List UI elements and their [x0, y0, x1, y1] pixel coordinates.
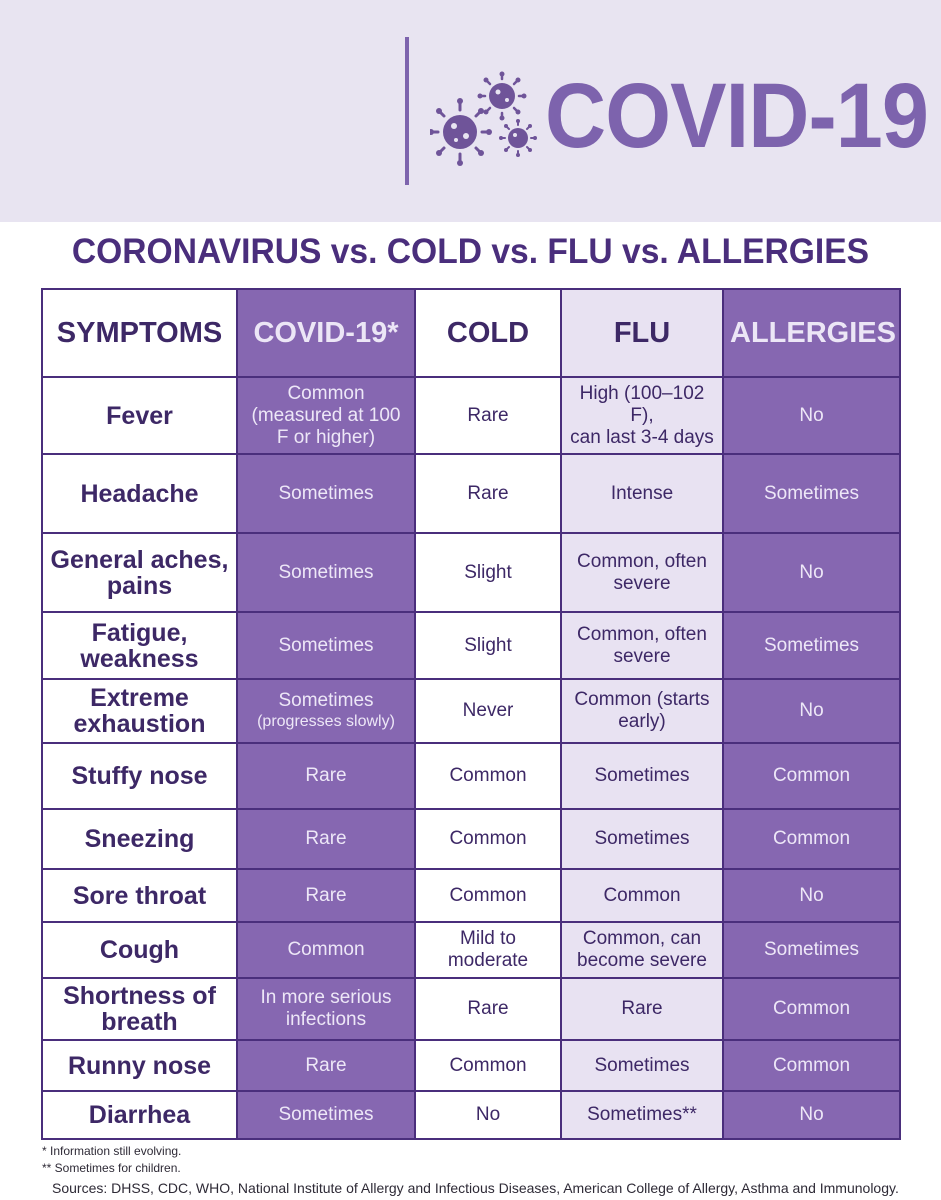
flu-cell: Sometimes — [561, 809, 723, 869]
header-symptoms: SYMPTOMS — [42, 289, 237, 377]
covid-cell — [237, 679, 415, 743]
table-row — [42, 377, 900, 454]
table-row — [42, 978, 900, 1040]
symptom-cell: Diarrhea — [42, 1091, 237, 1139]
symptom-cell: Fever — [42, 377, 237, 454]
covid-cell: In more serious infections — [237, 978, 415, 1040]
covid-cell-note: (progresses slowly) — [257, 713, 395, 730]
page-title: COVID-19 — [545, 65, 929, 167]
covid-cell: Sometimes — [237, 533, 415, 612]
header-flu: FLU — [561, 289, 723, 377]
symptom-cell: Stuffy nose — [42, 743, 237, 809]
flu-cell: Rare — [561, 978, 723, 1040]
sources-note: Sources: DHSS, CDC, WHO, National Institute of Allergy and Infectious Diseases, American College of Allergy, Asthma and Immunology. — [52, 1180, 899, 1196]
symptom-cell: Extreme exhaustion — [42, 679, 237, 743]
table-row — [42, 869, 900, 922]
covid-cell: Common (measured at 100 F or higher) — [237, 377, 415, 454]
covid-cell: Common — [237, 922, 415, 978]
covid-cell: Sometimes — [237, 454, 415, 533]
table-row — [42, 922, 900, 978]
allergies-cell: Common — [723, 1040, 900, 1091]
flu-cell: Common (starts early) — [561, 679, 723, 743]
flu-cell: Sometimes — [561, 743, 723, 809]
covid-cell: Rare — [237, 869, 415, 922]
symptom-cell: Sneezing — [42, 809, 237, 869]
flu-cell: Common, often severe — [561, 612, 723, 679]
cold-cell: Common — [415, 1040, 561, 1091]
cold-cell: Common — [415, 809, 561, 869]
flu-cell: Common, can become severe — [561, 922, 723, 978]
flu-cell: Common — [561, 869, 723, 922]
flu-cell: Common, often severe — [561, 533, 723, 612]
table-row — [42, 809, 900, 869]
cold-cell: Rare — [415, 377, 561, 454]
covid-cell: Rare — [237, 1040, 415, 1091]
symptom-cell: Fatigue, weakness — [42, 612, 237, 679]
header-covid: COVID-19* — [237, 289, 415, 377]
symptom-cell: Headache — [42, 454, 237, 533]
covid-cell: Sometimes — [237, 612, 415, 679]
allergies-cell: No — [723, 533, 900, 612]
table-row — [42, 612, 900, 679]
symptom-comparison-table — [41, 288, 901, 1140]
table-row — [42, 533, 900, 612]
flu-cell: Intense — [561, 454, 723, 533]
allergies-cell: Sometimes — [723, 454, 900, 533]
allergies-cell: Common — [723, 978, 900, 1040]
flu-cell: High (100–102 F), can last 3-4 days — [561, 377, 723, 454]
table-header-row — [42, 289, 900, 377]
cold-cell: No — [415, 1091, 561, 1139]
allergies-cell: No — [723, 679, 900, 743]
cold-cell: Common — [415, 869, 561, 922]
table-row — [42, 743, 900, 809]
covid-cell: Rare — [237, 809, 415, 869]
banner-divider — [405, 37, 409, 185]
cold-cell: Rare — [415, 454, 561, 533]
allergies-cell: Common — [723, 743, 900, 809]
symptom-cell: Shortness of breath — [42, 978, 237, 1040]
symptom-cell: General aches, pains — [42, 533, 237, 612]
flu-cell: Sometimes** — [561, 1091, 723, 1139]
table-row — [42, 679, 900, 743]
allergies-cell: No — [723, 869, 900, 922]
allergies-cell: No — [723, 1091, 900, 1139]
allergies-cell: No — [723, 377, 900, 454]
covid-cell-main: Sometimes — [278, 690, 374, 711]
cold-cell: Slight — [415, 533, 561, 612]
header-cold: COLD — [415, 289, 561, 377]
virus-icon-large — [430, 98, 492, 166]
covid-cell: Rare — [237, 743, 415, 809]
flu-cell: Sometimes — [561, 1040, 723, 1091]
cold-cell: Common — [415, 743, 561, 809]
symptom-cell: Cough — [42, 922, 237, 978]
cold-cell: Rare — [415, 978, 561, 1040]
cold-cell: Mild to moderate — [415, 922, 561, 978]
table-row — [42, 454, 900, 533]
symptom-cell: Runny nose — [42, 1040, 237, 1091]
cold-cell: Slight — [415, 612, 561, 679]
allergies-cell: Sometimes — [723, 612, 900, 679]
header-allergies: ALLERGIES — [723, 289, 900, 377]
table-row — [42, 1091, 900, 1139]
virus-icon-medium — [499, 119, 537, 157]
header-banner — [0, 0, 941, 222]
comparison-subtitle: CORONAVIRUS vs. COLD vs. FLU vs. ALLERGIES — [71, 232, 870, 271]
virus-icon-small — [478, 72, 527, 121]
virus-cluster-icon — [430, 70, 540, 170]
allergies-cell: Sometimes — [723, 922, 900, 978]
table-row — [42, 1040, 900, 1091]
symptom-cell: Sore throat — [42, 869, 237, 922]
footnote-evolving: * Information still evolving. — [42, 1144, 182, 1158]
covid-cell: Sometimes — [237, 1091, 415, 1139]
cold-cell: Never — [415, 679, 561, 743]
footnote-children: ** Sometimes for children. — [42, 1161, 181, 1175]
allergies-cell: Common — [723, 809, 900, 869]
